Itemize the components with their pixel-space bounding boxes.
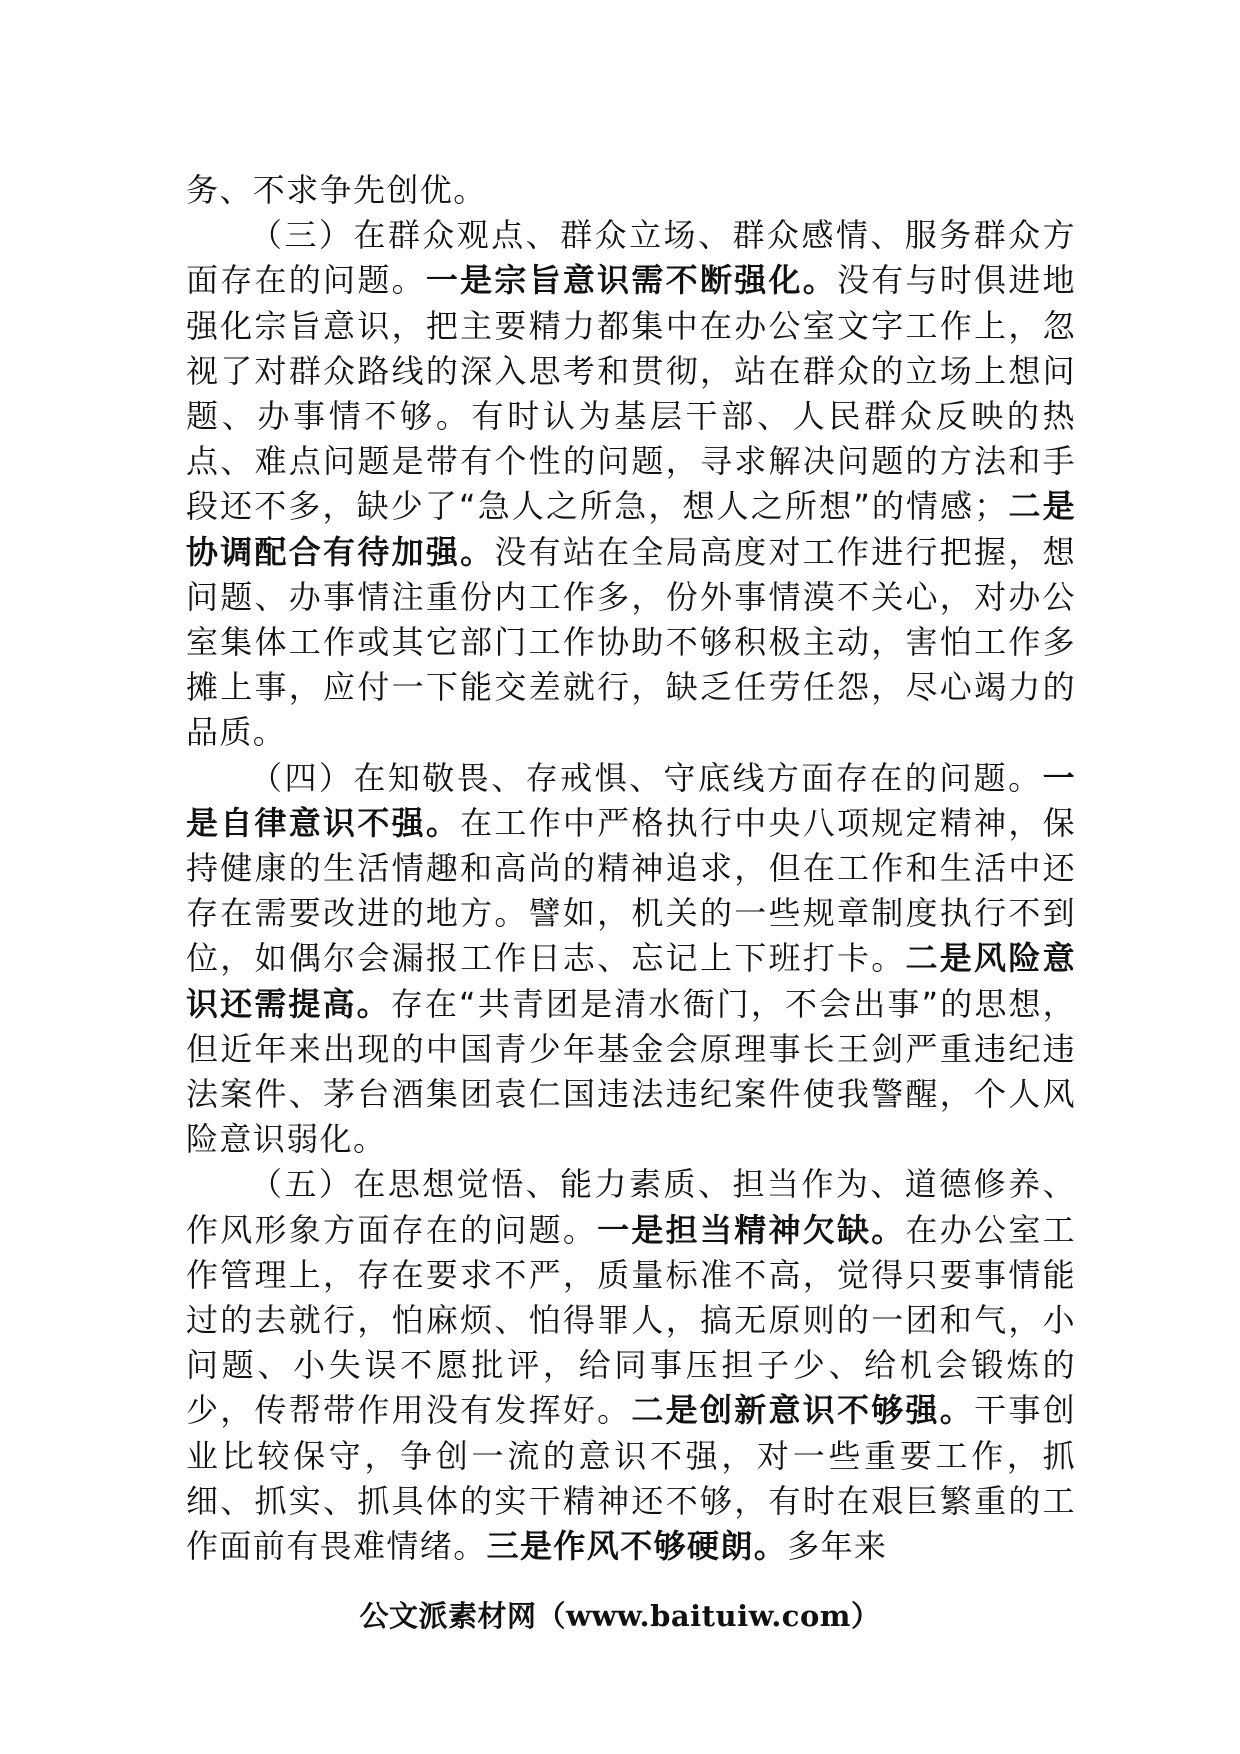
text-segment: 没有与时俱进地强化宗旨意识，把主要精力都集中在办公室文字工作上，忽视了对群众路线的深入思考和贯彻，站在群众的立场上想问题、办事情不够。有时认为基层干部、人民群众反映的热点、难点问题是带有个性的问题，寻求解决问题的方法和手段还不多，缺少了“急人之所急，想人之所想”的情感；	[186, 261, 1076, 526]
bold-point-heading: 一是担当精神欠缺。	[597, 1210, 906, 1249]
section-heading-text: （四）在知敬畏、存戒惧、守底线方面存在的问题。	[250, 758, 1043, 797]
text-segment: 多年来	[787, 1527, 888, 1566]
bold-point-heading: 三是作风不够硬朗。	[486, 1527, 788, 1566]
bold-point-heading: 二是协调配合有待加强。	[186, 487, 1076, 571]
section-heading-text: （三）在群众观点、群众立场、群众感情、服务群众方面存在的问题。	[186, 216, 1076, 300]
bold-point-heading: 二是创新意识不够强。	[631, 1391, 975, 1430]
text-segment: 在办公室工作管理上，存在要求不严，质量标准不高，觉得只要事情能过的去就行，怕麻烦、怕得罪人，搞无原则的一团和气，小问题、小失误不愿批评，给同事压担子少、给机会锻炼的少，传帮带作用没有发挥好。	[186, 1210, 1076, 1430]
paragraph-section-four	[186, 756, 1076, 1163]
text-segment: 在工作中严格执行中央八项规定精神，保持健康的生活情趣和高尚的精神追求，但在工作和生活中还存在需要改进的地方。譬如，机关的一些规章制度执行不到位，如偶尔会漏报工作日志、忘记上下班打卡。	[186, 803, 1077, 978]
paragraph-continuation	[186, 168, 1076, 213]
section-heading-text: （五）在思想觉悟、能力素质、担当作为、道德修养、作风形象方面存在的问题。	[186, 1165, 1076, 1249]
text-segment: 没有站在全局高度对工作进行把握，想问题、办事情注重份内工作多，份外事情漠不关心，对办公室集体工作或其它部门工作协助不够积极主动，害怕工作多摊上事，应付一下能交差就行，缺乏任劳任怨，尽心竭力的品质。	[186, 532, 1076, 752]
bold-point-heading: 二是风险意识还需提高。	[186, 939, 1076, 1023]
text-segment: 存在“共青团是清水衙门，不会出事”的思想，但近年来出现的中国青少年基金会原理事长王剑严重违纪违法案件、茅台酒集团袁仁国违法违纪案件使我警醒，个人风险意识弱化。	[186, 984, 1076, 1159]
text-segment: 干事创业比较保守，争创一流的意识不强，对一些重要工作，抓细、抓实、抓具体的实干精神还不够，有时在艰巨繁重的工作面前有畏难情绪。	[186, 1391, 1076, 1566]
bold-point-heading: 一是自律意识不强。	[186, 758, 1076, 842]
paragraph-section-five	[186, 1162, 1076, 1569]
document-body	[186, 168, 1076, 1569]
paragraph-section-three	[186, 213, 1076, 755]
text-segment: 务、不求争先创优。	[186, 171, 487, 209]
bold-point-heading: 一是宗旨意识需不断强化。	[425, 261, 837, 300]
page-footer-source: 公文派素材网（www.baituiw.com）	[359, 1599, 881, 1633]
